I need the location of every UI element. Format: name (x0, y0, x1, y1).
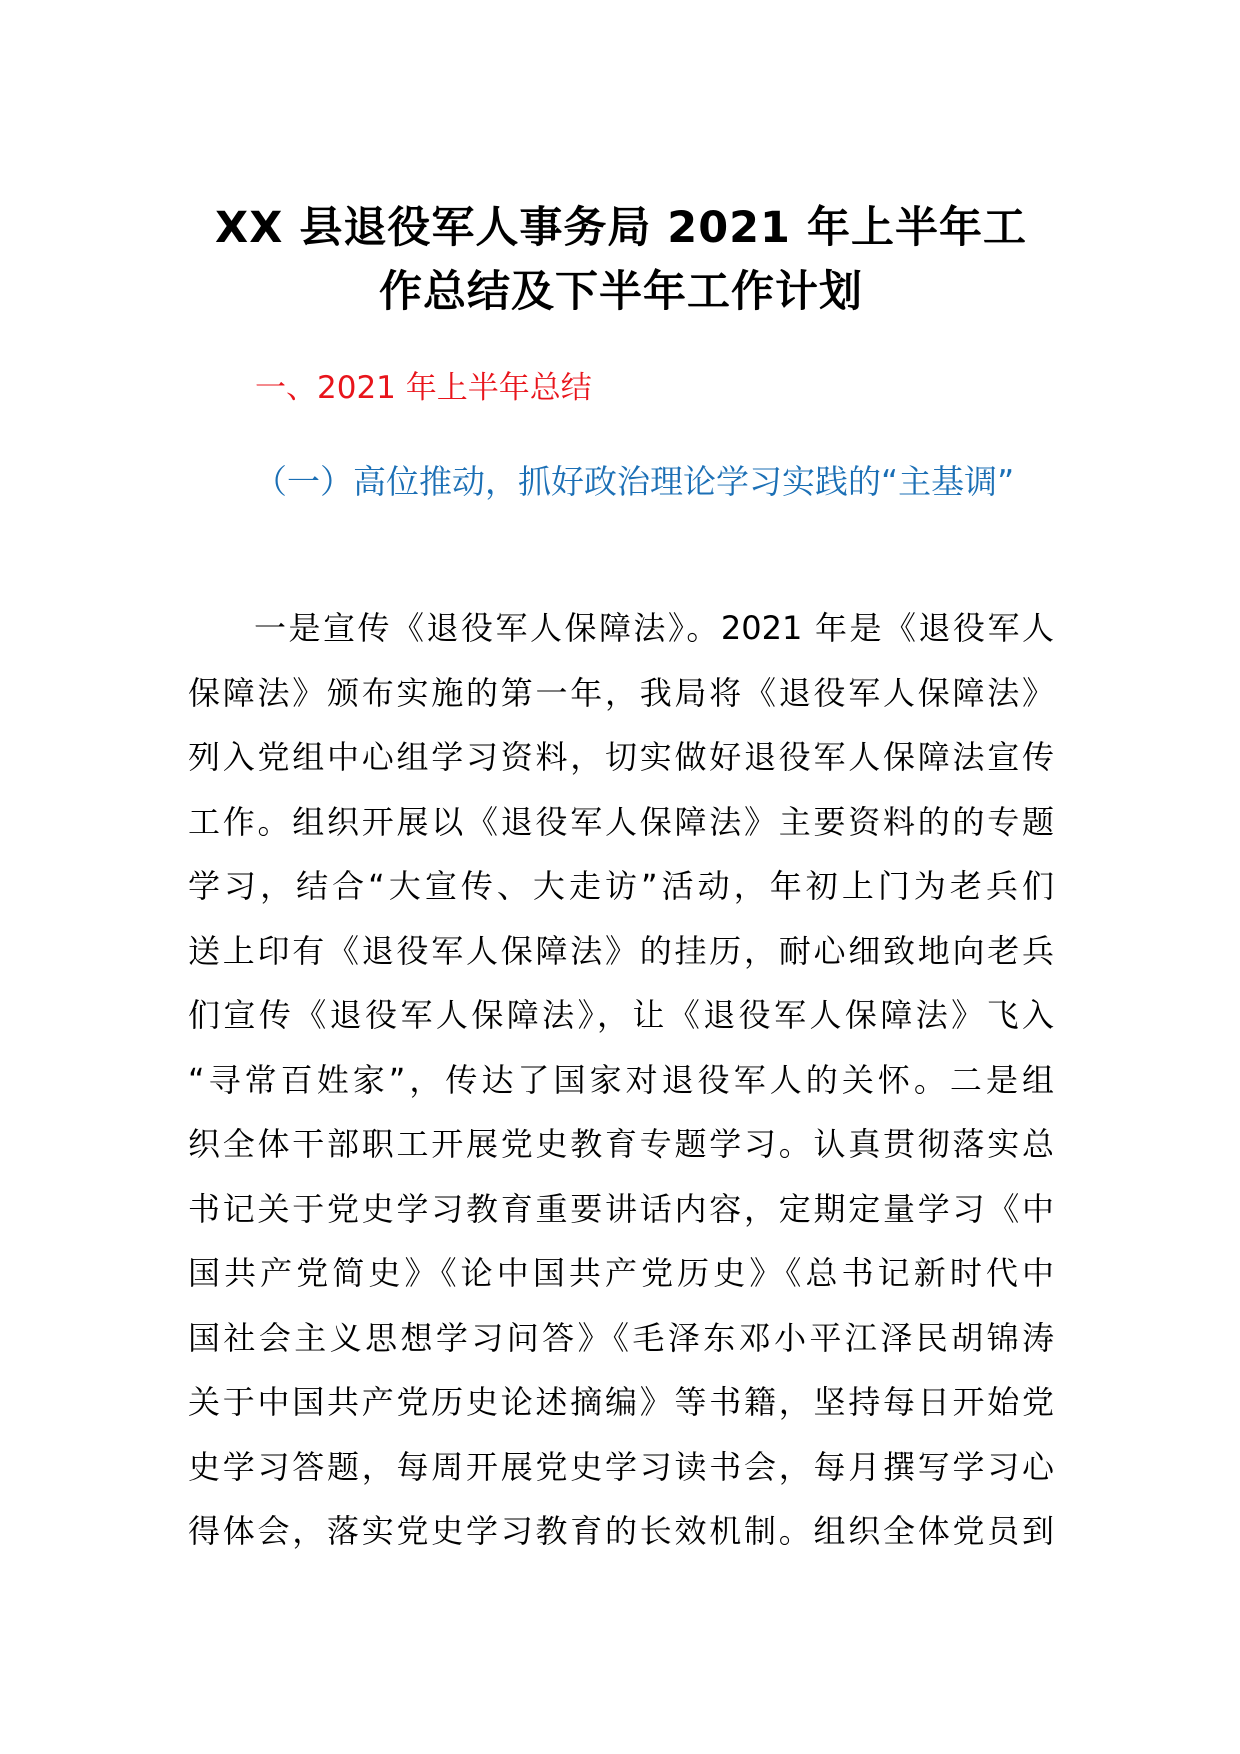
paragraph-line: 保障法》颁布实施的第一年，我局将《退役军人保障法》 (188, 673, 1054, 712)
paragraph-line: “寻常百姓家”，传达了国家对退役军人的关怀。二是组 (188, 1060, 1054, 1099)
section-heading: 一、2021 年上半年总结 (255, 370, 592, 406)
sub-heading: （一）高位推动，抓好政治理论学习实践的“主基调” (254, 462, 1015, 501)
paragraph-line: 们宣传《退役军人保障法》，让《退役军人保障法》飞入 (188, 996, 1054, 1034)
paragraph-line: 书记关于党史学习教育重要讲话内容，定期定量学习《中 (188, 1189, 1054, 1228)
paragraph-line: 国社会主义思想学习问答》《毛泽东邓小平江泽民胡锦涛 (188, 1318, 1054, 1357)
paragraph-line: 得体会，落实党史学习教育的长效机制。组织全体党员到 (188, 1512, 1054, 1550)
paragraph-line: 列入党组中心组学习资料，切实做好退役军人保障法宣传 (188, 738, 1054, 776)
paragraph-line: 织全体干部职工开展党史教育专题学习。认真贯彻落实总 (188, 1125, 1054, 1163)
paragraph-line: 送上印有《退役军人保障法》的挂历，耐心细致地向老兵 (188, 931, 1054, 970)
paragraph-line: 一是宣传《退役军人保障法》。2021 年是《退役军人 (254, 609, 1054, 647)
paragraph-line: 国共产党简史》《论中国共产党历史》《总书记新时代中 (188, 1254, 1054, 1292)
paragraph-line: 工作。组织开展以《退役军人保障法》主要资料的的专题 (188, 802, 1054, 841)
body-paragraph (188, 596, 1054, 1564)
paragraph-line: 关于中国共产党历史论述摘编》等书籍，坚持每日开始党 (188, 1383, 1054, 1421)
document-title (190, 196, 1052, 324)
paragraph-line: 学习，结合“大宣传、大走访”活动，年初上门为老兵们 (188, 867, 1054, 905)
title-line: 作总结及下半年工作计划 (379, 267, 863, 317)
title-line: XX 县退役军人事务局 2021 年上半年工 (215, 203, 1027, 253)
paragraph-line: 史学习答题，每周开展党史学习读书会，每月撰写学习心 (188, 1447, 1054, 1486)
